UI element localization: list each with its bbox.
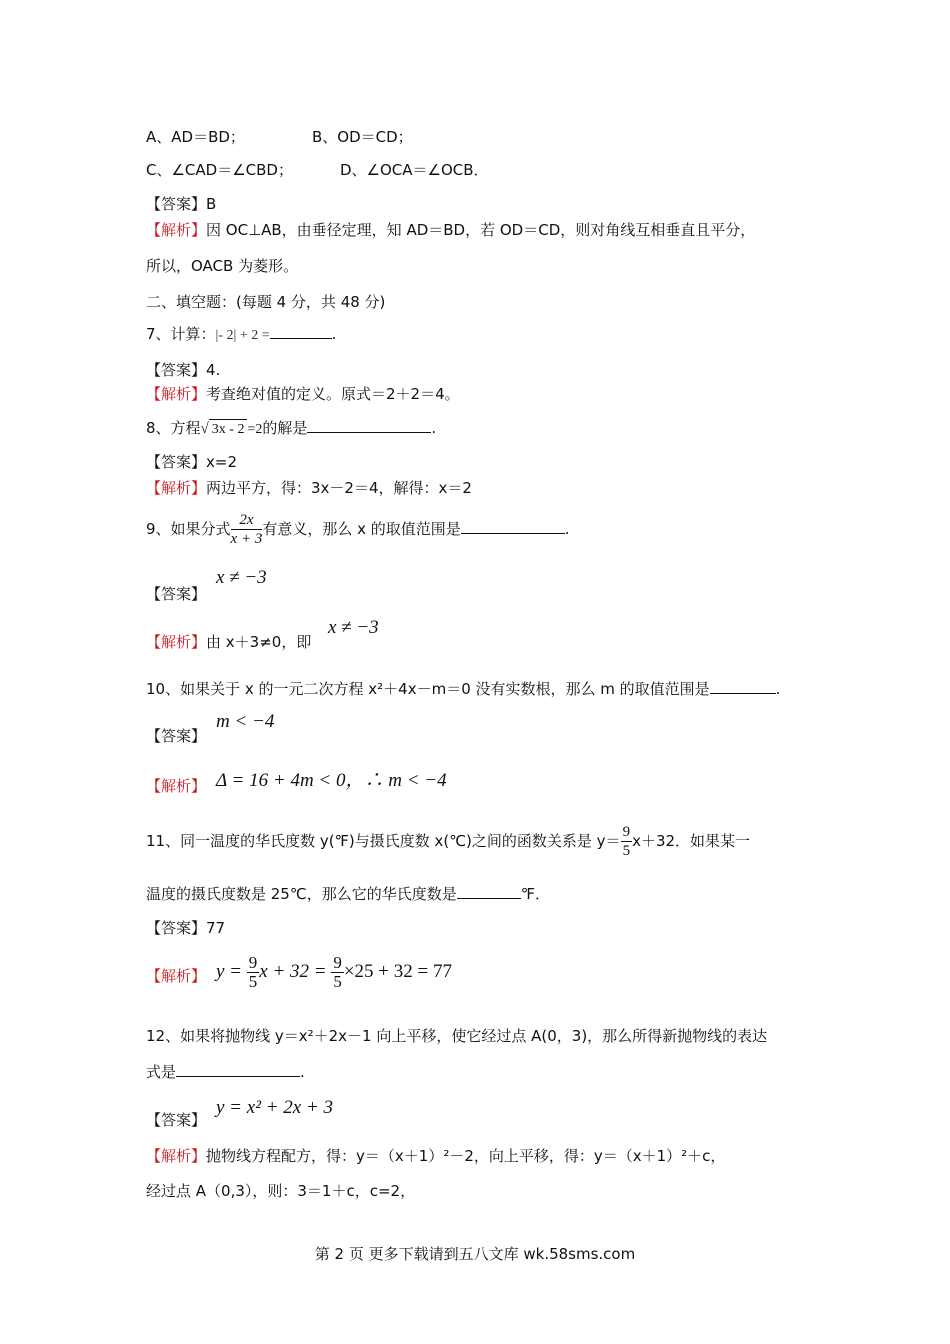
q9-analysis-math: x ≠ −3 bbox=[328, 617, 379, 638]
q9-analysis bbox=[146, 632, 311, 652]
q11-line1 bbox=[146, 822, 750, 860]
analysis-text: 因 OC⊥AB，由垂径定理，知 AD＝BD，若 OD＝CD，则对角线互相垂直且平分， bbox=[206, 221, 756, 239]
answer-label: 【答案】 bbox=[146, 453, 207, 471]
math-fraction bbox=[247, 954, 260, 991]
answer-value: x=2 bbox=[206, 453, 238, 471]
q10-text: 10、如果关于 x 的一元二次方程 x²＋4x－m＝0 没有实数根，那么 m 的取值范围是 bbox=[146, 680, 710, 698]
math-part: ×25 + 32 = 77 bbox=[343, 961, 452, 982]
answer-blank bbox=[710, 679, 776, 694]
analysis-text: 两边平方，得：3x－2＝4，解得：x＝2 bbox=[206, 479, 472, 497]
analysis-text: 考查绝对值的定义。原式＝2＋2＝4。 bbox=[206, 385, 460, 403]
page-footer: 第 2 页 更多下载请到五八文库 wk.58sms.com bbox=[314, 1245, 636, 1263]
q11-fraction bbox=[621, 823, 633, 860]
fraction-denominator: 5 bbox=[248, 972, 258, 992]
q8-radicand: 3x - 2 bbox=[209, 419, 248, 440]
q9-end: . bbox=[564, 520, 570, 538]
answer-blank bbox=[307, 418, 431, 433]
q12-line2-text: 式是 bbox=[146, 1063, 177, 1081]
q9-answer-label: 【答案】 bbox=[146, 585, 207, 603]
q10-answer-label: 【答案】 bbox=[146, 727, 207, 745]
analysis-label: 【解析】 bbox=[146, 967, 207, 985]
q6-option-c: C、∠CAD＝∠CBD； bbox=[146, 161, 293, 179]
q6-option-b: B、OD＝CD； bbox=[312, 128, 413, 146]
q6-answer bbox=[146, 194, 216, 214]
fraction-numerator: 9 bbox=[622, 824, 631, 840]
q8-answer bbox=[146, 452, 237, 472]
math-fraction bbox=[331, 954, 344, 991]
q11-line2 bbox=[146, 884, 550, 904]
q10-analysis-math: Δ = 16 + 4m < 0，∴ m < −4 bbox=[216, 770, 447, 791]
answer-label: 【答案】 bbox=[146, 919, 207, 937]
math-part: y = bbox=[216, 961, 243, 982]
answer-value: 77 bbox=[206, 919, 226, 937]
answer-blank bbox=[270, 324, 332, 339]
q8-question: 8、方程√ 3x - 2 =2的解是 . bbox=[146, 418, 436, 440]
q8-prefix: 8、方程 bbox=[146, 419, 201, 437]
q9-middle: 有意义，那么 x 的取值范围是 bbox=[262, 520, 461, 538]
answer-value: 4. bbox=[206, 361, 221, 379]
section-title: 二、填空题：(每题 4 分，共 48 分) bbox=[146, 293, 386, 311]
analysis-label: 【解析】 bbox=[146, 1147, 207, 1165]
q8-equals: =2 bbox=[247, 422, 263, 437]
q12-analysis bbox=[146, 1146, 725, 1166]
q12-answer-label: 【答案】 bbox=[146, 1111, 207, 1129]
q7-end: . bbox=[331, 325, 337, 343]
q7-answer bbox=[146, 360, 220, 380]
q11-tail: x＋32．如果某一 bbox=[632, 832, 751, 850]
q12-line1: 12、如果将抛物线 y＝x²＋2x－1 向上平移，使它经过点 A(0，3)，那么所得新抛物线的表达 bbox=[146, 1027, 768, 1045]
analysis-label: 【解析】 bbox=[146, 633, 207, 651]
q11-text: 11、同一温度的华氏度数 y(℉)与摄氏度数 x(℃)之间的函数关系是 y＝ bbox=[146, 832, 621, 850]
fraction-denominator: 5 bbox=[622, 843, 631, 859]
q11-line2-text: 温度的摄氏度数是 25℃，那么它的华氏度数是 bbox=[146, 885, 457, 903]
q8-end: . bbox=[431, 419, 437, 437]
fraction-numerator: 9 bbox=[248, 953, 258, 973]
analysis-text: 抛物线方程配方，得：y＝（x＋1）²－2，向上平移，得：y＝（x＋1）²＋c， bbox=[206, 1147, 726, 1165]
q7-question bbox=[146, 324, 336, 346]
q9-answer-value: x ≠ −3 bbox=[216, 567, 267, 588]
q12-analysis-line2: 经过点 A（0,3），则：3＝1＋c，c=2， bbox=[146, 1182, 416, 1200]
q7-expression: |- 2| + 2 = bbox=[215, 328, 270, 343]
fraction-numerator: 2x bbox=[231, 511, 263, 530]
q6-analysis bbox=[146, 220, 755, 240]
q11-analysis-label bbox=[146, 966, 206, 986]
q6-option-d: D、∠OCA＝∠OCB． bbox=[340, 161, 489, 179]
q8-suffix: 的解是 bbox=[262, 419, 308, 437]
q7-analysis bbox=[146, 384, 460, 404]
math-part: x + 32 = bbox=[259, 961, 327, 982]
analysis-label: 【解析】 bbox=[146, 777, 207, 795]
answer-blank bbox=[457, 884, 521, 899]
q6-analysis-line2: 所以，OACB 为菱形。 bbox=[146, 257, 299, 275]
q12-line2 bbox=[146, 1062, 305, 1082]
q8-analysis bbox=[146, 478, 472, 498]
q12-answer-value: y = x² + 2x + 3 bbox=[216, 1097, 333, 1118]
fraction-numerator: 9 bbox=[333, 953, 342, 973]
q9-fraction bbox=[231, 511, 263, 548]
answer-blank bbox=[176, 1062, 300, 1077]
q10-end: . bbox=[775, 680, 781, 698]
answer-value: B bbox=[206, 195, 217, 213]
analysis-label: 【解析】 bbox=[146, 479, 207, 497]
q9-prefix: 9、如果分式 bbox=[146, 520, 231, 538]
q11-answer bbox=[146, 918, 225, 938]
analysis-text: 由 x＋3≠0，即 bbox=[206, 633, 312, 651]
q7-prefix: 7、计算： bbox=[146, 325, 216, 343]
q10-answer-value: m < −4 bbox=[216, 711, 275, 732]
q12-line2-end: . bbox=[300, 1063, 305, 1081]
q11-analysis-math bbox=[216, 950, 452, 994]
fraction-denominator: x + 3 bbox=[230, 531, 263, 547]
answer-blank bbox=[461, 519, 565, 534]
answer-label: 【答案】 bbox=[146, 195, 207, 213]
q10-question bbox=[146, 679, 780, 699]
q10-analysis-label bbox=[146, 776, 206, 796]
q6-option-a: A、AD＝BD； bbox=[146, 128, 245, 146]
q9-question bbox=[146, 510, 570, 548]
analysis-label: 【解析】 bbox=[146, 221, 207, 239]
answer-label: 【答案】 bbox=[146, 361, 207, 379]
analysis-label: 【解析】 bbox=[146, 385, 207, 403]
q11-line2-tail: ℉． bbox=[520, 885, 550, 903]
fraction-denominator: 5 bbox=[333, 972, 342, 992]
